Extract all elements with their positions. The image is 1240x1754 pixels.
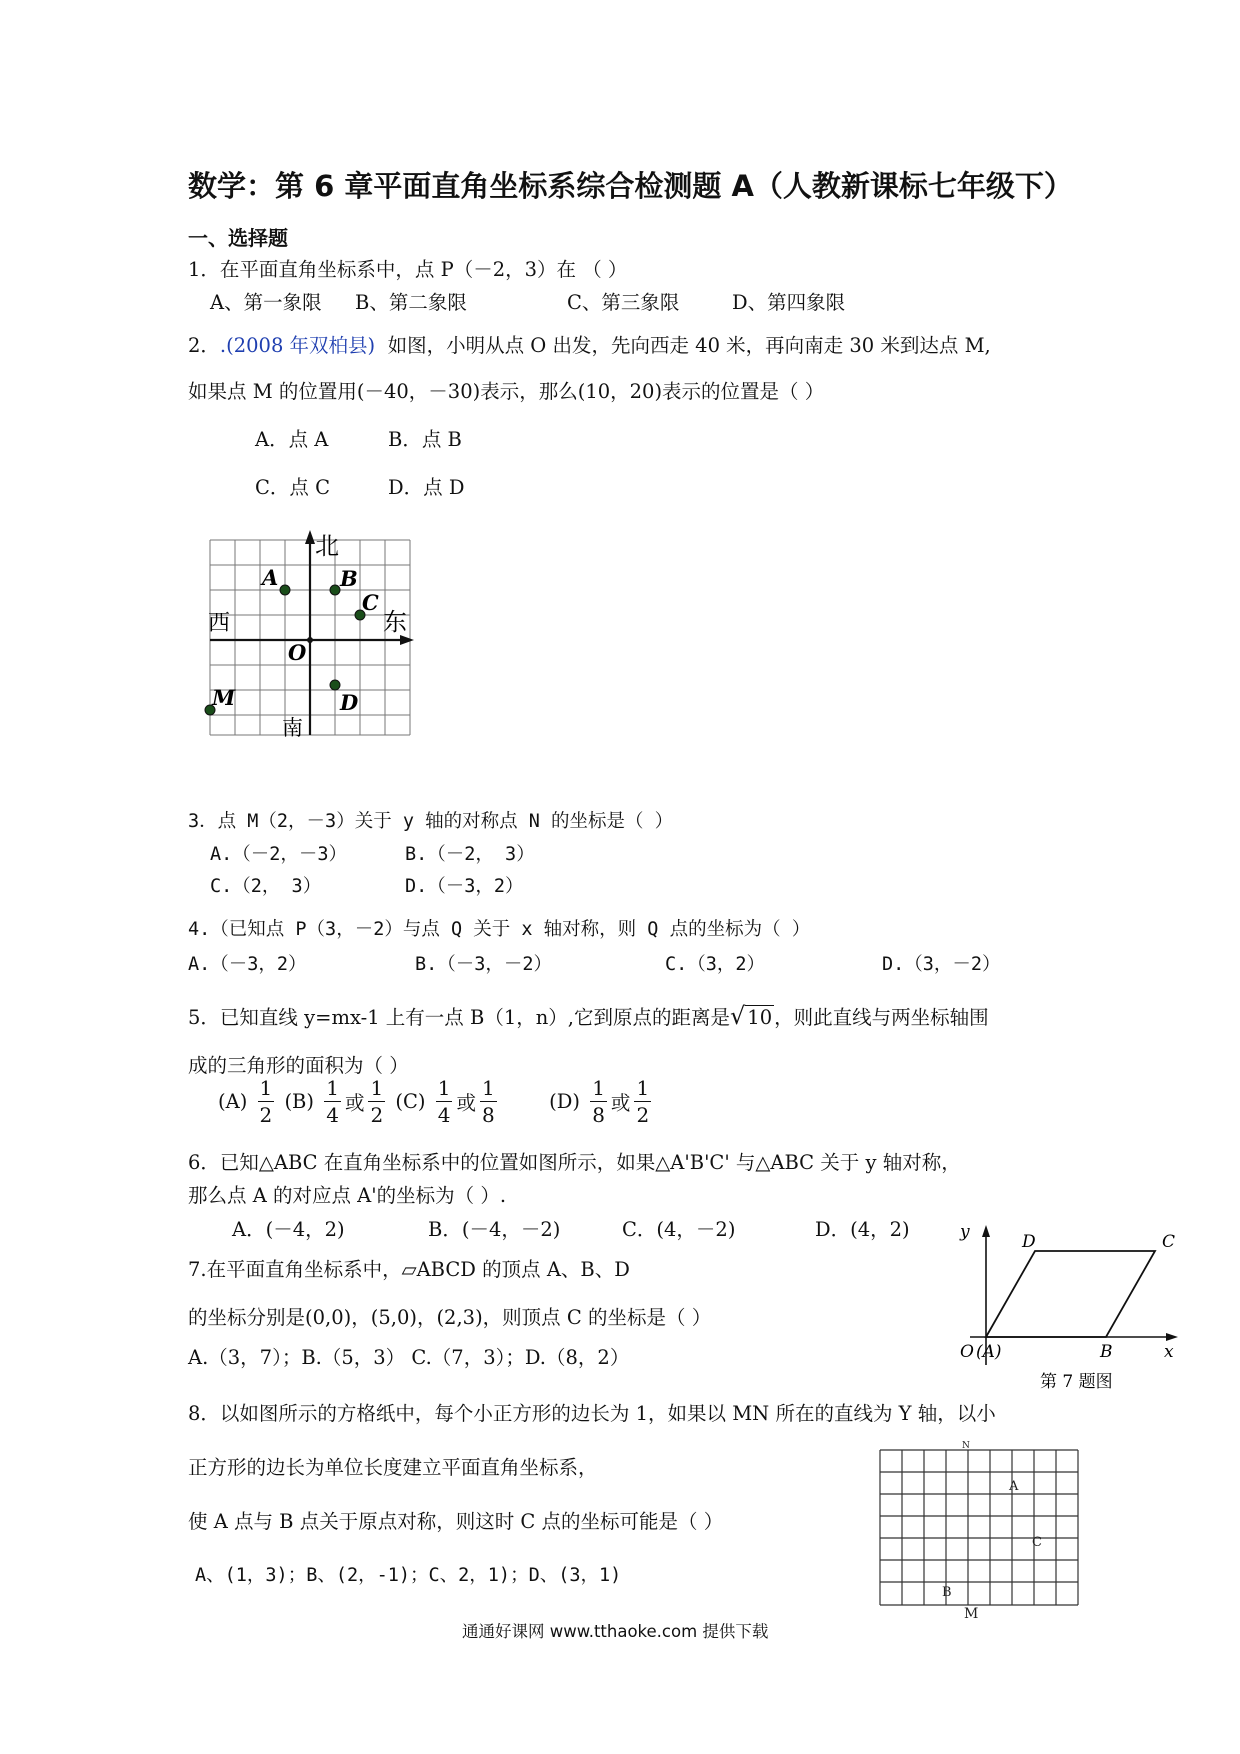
q6-line1: 6．已知△ABC 在直角坐标系中的位置如图所示，如果△A'B'C' 与△ABC 关于 y 轴对称， (188, 1151, 961, 1174)
q7-line2: 的坐标分别是(0,0)，(5,0)，(2,3)，则顶点 C 的坐标是（ ） (188, 1306, 712, 1329)
sqrt-symbol-icon: √ (730, 1002, 746, 1030)
q2-option-c: C．点 C (255, 476, 331, 499)
page-title: 数学：第 6 章平面直角坐标系综合检测题 A（人教新课标七年级下） (188, 169, 1073, 203)
north-arrow-icon (305, 530, 315, 544)
y-axis-arrow-icon (982, 1225, 990, 1237)
q2-line2: 如果点 M 的位置用(－40，－30)表示，那么(10，20)表示的位置是（ ） (188, 380, 825, 403)
x-axis-arrow-icon (1166, 1333, 1178, 1341)
q8-line2: 正方形的边长为单位长度建立平面直角坐标系， (188, 1456, 598, 1479)
label-b: B (340, 566, 358, 591)
q4-option-c: C.（3，2） (665, 954, 766, 975)
q8-line3: 使 A 点与 B 点关于原点对称，则这时 C 点的坐标可能是（ ） (188, 1510, 724, 1533)
q7-y-label: y (960, 1222, 970, 1242)
q7-caption: 第 7 题图 (1040, 1372, 1113, 1392)
q7-d-label: D (1022, 1232, 1036, 1252)
q8-line1: 8．以如图所示的方格纸中，每个小正方形的边长为 1，如果以 MN 所在的直线为 Y 轴，以小 (188, 1402, 996, 1425)
q7-x-label: x (1164, 1342, 1174, 1362)
q5-line2: 成的三角形的面积为（ ） (188, 1054, 409, 1077)
q8-a-label: A (1009, 1479, 1019, 1494)
q1-stem: 1．在平面直角坐标系中，点 P（－2，3）在 （ ） (188, 258, 628, 281)
q4-stem: 4.（已知点 P（3，－2）与点 Q 关于 x 轴对称，则 Q 点的坐标为（ ） (188, 919, 811, 940)
q6-option-b: B．(－4，－2) (428, 1218, 561, 1241)
east-arrow-icon (400, 635, 414, 645)
q2-option-b: B．点 B (388, 428, 462, 451)
q5-option-a-label: (A) (218, 1090, 248, 1113)
parallelogram-abcd (986, 1251, 1155, 1337)
q3-option-a: A.（－2，－3） (210, 844, 348, 865)
q2-line1 (188, 330, 991, 358)
q5-line1 (188, 1002, 989, 1030)
q5-text-a: 5．已知直线 y=mx-1 上有一点 B（1，n）,它到原点的距离是 (188, 1006, 730, 1029)
q6-option-c: C．(4，－2) (622, 1218, 736, 1241)
label-a: A (262, 565, 279, 590)
q5-frac-d2: $\frac{1}{2}$ (636, 1076, 650, 1127)
section-heading: 一、选择题 (188, 226, 288, 250)
q8-n-label: N (962, 1441, 970, 1451)
q6-option-a: A．(－4，2) (232, 1218, 345, 1241)
label-m: M (212, 685, 236, 710)
q7-b-label: B (1100, 1342, 1113, 1362)
q7-o-label: O (960, 1342, 974, 1362)
q7-parallelogram-figure (950, 1222, 1190, 1405)
q1-option-c: C、第三象限 (567, 291, 680, 314)
north-label: 北 (315, 532, 339, 560)
page-footer: 通通好课网 www.tthaoke.com 提供下载 (462, 1622, 769, 1641)
q2-source: .(2008 年双柏县) (219, 334, 376, 357)
q5-frac-a: $\frac{1}{2}$ (259, 1076, 273, 1127)
q1-option-a: A、第一象限 (210, 291, 322, 314)
west-label: 西 (208, 611, 231, 636)
q2-text: 如图，小明从点 O 出发，先向西走 40 米，再向南走 30 米到达点 M, (387, 334, 991, 357)
q2-axes (210, 538, 408, 735)
point-d (330, 680, 340, 690)
label-o: O (288, 640, 307, 665)
q2-option-a: A．点 A (255, 428, 329, 451)
label-c: C (362, 590, 379, 615)
point-a (280, 585, 290, 595)
q6-option-d: D．(4，2) (815, 1218, 910, 1241)
q3-option-b: B.（－2， 3） (405, 844, 535, 865)
q5-frac-b1: $\frac{1}{4}$ (326, 1076, 339, 1127)
q2-option-d: D．点 D (388, 476, 465, 499)
q3-option-c: C.（2， 3） (210, 876, 322, 897)
q7-options: A.（3，7）；B.（5，3） C.（7，3）；D.（8，2） (188, 1346, 630, 1369)
q2-number: 2． (188, 334, 220, 357)
q7-c-label: C (1162, 1232, 1176, 1252)
q5-frac-c1: $\frac{1}{4}$ (437, 1076, 451, 1127)
east-label: 东 (383, 608, 407, 636)
point-b (330, 585, 340, 595)
label-d: D (340, 690, 359, 715)
q8-c-label: C (1032, 1535, 1042, 1550)
q3-stem: 3．点 M（2，－3）关于 y 轴的对称点 N 的坐标是（ ） (188, 811, 674, 832)
q2-compass-grid-figure (200, 530, 425, 745)
q8-options: A、(1，3)；B、(2，-1)；C、2，1)；D、(3，1) (195, 1565, 622, 1586)
q5-options: (A) $\frac{1}{2}$ (B) $\frac{1}{4}$ 或 $\frac{1}{2}$ (C) $\frac{1}{4}$ 或 $\frac{1}{8}$ (D) $\frac{1}{8}$ 或 $\frac{1}{2}$ (218, 1076, 650, 1127)
q5-option-c-label: (C) (395, 1090, 426, 1113)
q4-option-a: A.（－3，2） (188, 954, 307, 975)
q6-line2: 那么点 A 的对应点 A'的坐标为（ ）. (188, 1184, 507, 1207)
south-label: 南 (282, 716, 303, 740)
q4-option-b: B.（－3，－2） (415, 954, 553, 975)
q5-frac-b2: $\frac{1}{2}$ (370, 1076, 384, 1127)
origin-point (307, 637, 313, 643)
q5-text-b: ，则此直线与两坐标轴围 (774, 1006, 989, 1029)
q1-option-b: B、第二象限 (355, 291, 467, 314)
q7-a-label: (A) (976, 1342, 1002, 1362)
q3-option-d: D.（－3，2） (405, 876, 524, 897)
q8-b-label: B (942, 1585, 952, 1600)
q7-line1: 7.在平面直角坐标系中，▱ABCD 的顶点 A、B、D (188, 1258, 630, 1281)
q8-grid-lines (880, 1450, 1078, 1605)
q8-grid-figure (872, 1440, 1097, 1620)
q5-option-d-label: (D) (549, 1090, 580, 1113)
q5-frac-d1: $\frac{1}{8}$ (592, 1076, 605, 1127)
sqrt-radicand: 10 (747, 1006, 773, 1029)
q8-m-label: M (964, 1606, 979, 1622)
q5-frac-c2: $\frac{1}{8}$ (481, 1076, 495, 1127)
q4-option-d: D.（3，－2） (882, 954, 1001, 975)
q1-option-d: D、第四象限 (732, 291, 846, 314)
q5-option-b-label: (B) (284, 1090, 314, 1113)
